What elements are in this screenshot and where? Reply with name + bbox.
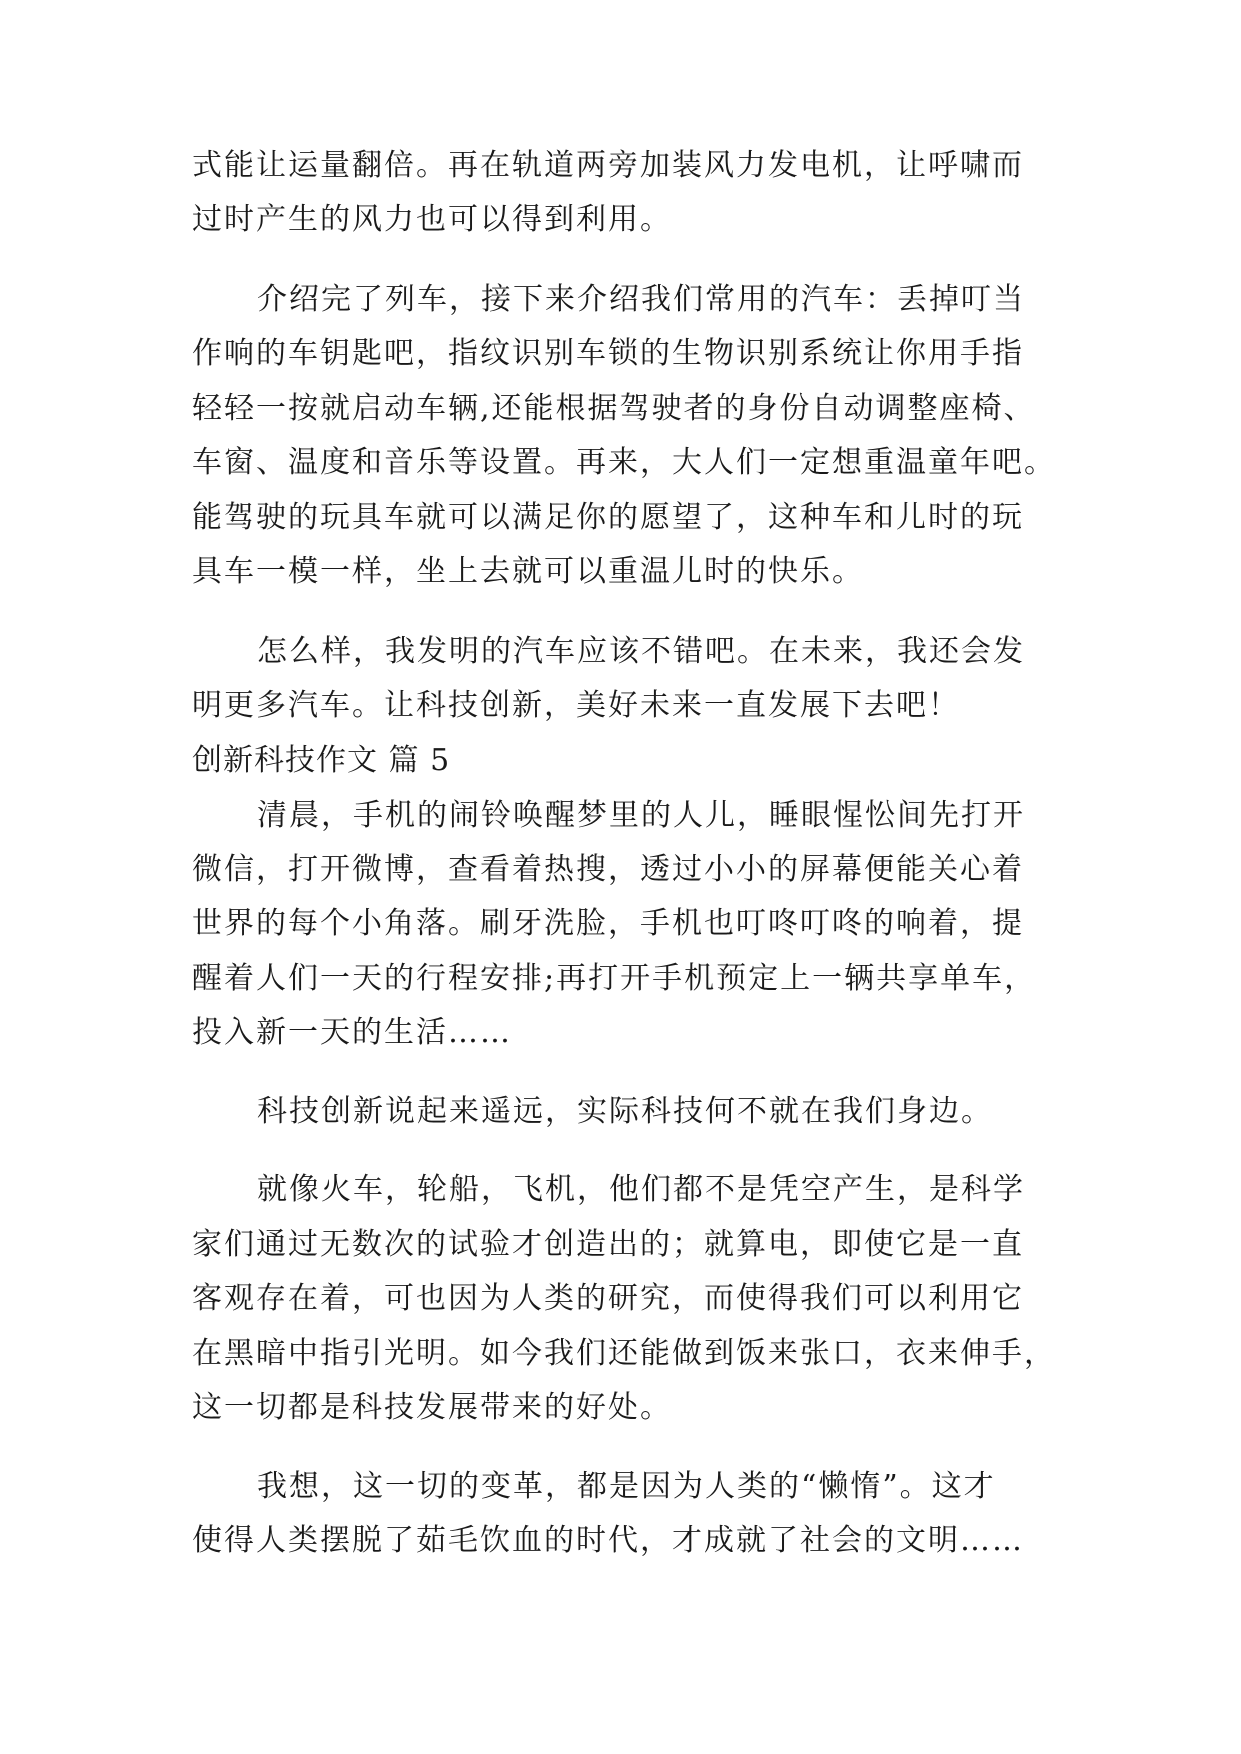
- paragraph-start-line: 我想，这一切的变革，都是因为人类的“懒惰”。这才: [257, 1469, 996, 1504]
- text-line: 投入新一天的生活……: [192, 1015, 512, 1050]
- text-line: 这一切都是科技发展带来的好处。: [192, 1390, 672, 1425]
- text-line: 轻轻一按就启动车辆,还能根据驾驶者的身份自动调整座椅、: [192, 391, 1036, 426]
- text-line: 使得人类摆脱了茹毛饮血的时代，才成就了社会的文明……: [192, 1523, 1024, 1558]
- text-line: 式能让运量翻倍。再在轨道两旁加装风力发电机，让呼啸而: [192, 148, 1024, 183]
- text-line: 具车一模一样，坐上去就可以重温儿时的快乐。: [192, 554, 864, 589]
- text-line: 明更多汽车。让科技创新，美好未来一直发展下去吧！: [192, 688, 960, 723]
- paragraph-start-line: 就像火车，轮船，飞机，他们都不是凭空产生，是科学: [257, 1172, 1025, 1207]
- text-line: 能驾驶的玩具车就可以满足你的愿望了，这种车和儿时的玩: [192, 500, 1024, 535]
- text-line: 车窗、温度和音乐等设置。再来，大人们一定想重温童年吧。: [192, 445, 1056, 480]
- text-line: 醒着人们一天的行程安排;再打开手机预定上一辆共享单车，: [192, 961, 1037, 996]
- section-heading: 创新科技作文 篇 5: [192, 743, 451, 778]
- text-line: 在黑暗中指引光明。如今我们还能做到饭来张口，衣来伸手，: [192, 1336, 1056, 1371]
- text-line: 家们通过无数次的试验才创造出的；就算电，即使它是一直: [192, 1227, 1024, 1262]
- paragraph-start-line: 科技创新说起来遥远，实际科技何不就在我们身边。: [257, 1094, 993, 1129]
- paragraph-start-line: 介绍完了列车，接下来介绍我们常用的汽车：丢掉叮当: [257, 282, 1025, 317]
- paragraph-start-line: 怎么样，我发明的汽车应该不错吧。在未来，我还会发: [257, 634, 1025, 669]
- text-line: 过时产生的风力也可以得到利用。: [192, 202, 672, 237]
- text-line: 客观存在着，可也因为人类的研究，而使得我们可以利用它: [192, 1281, 1024, 1316]
- paragraph-start-line: 清晨，手机的闹铃唤醒梦里的人儿，睡眼惺忪间先打开: [257, 798, 1025, 833]
- text-line: 作响的车钥匙吧，指纹识别车锁的生物识别系统让你用手指: [192, 336, 1024, 371]
- text-line: 微信，打开微博，查看着热搜，透过小小的屏幕便能关心着: [192, 852, 1024, 887]
- text-line: 世界的每个小角落。刷牙洗脸，手机也叮咚叮咚的响着，提: [192, 906, 1024, 941]
